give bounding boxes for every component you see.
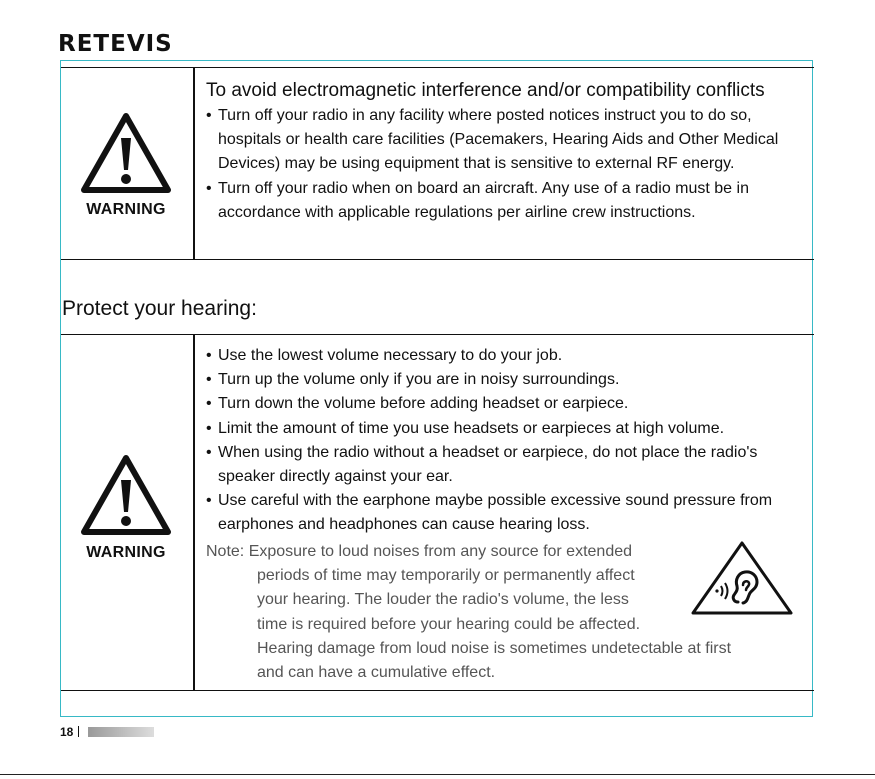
page-number: 18 [60, 725, 74, 739]
bottom-rule [0, 774, 875, 775]
warning-triangle-icon [78, 452, 174, 538]
note-line: Hearing damage from loud noise is sometimes undetectable at first [257, 639, 732, 657]
page-number-separator [78, 726, 79, 737]
list-item: • Use careful with the earphone maybe possible excessive sound pressure from earphones and headphones can cause hearing loss. [206, 489, 786, 537]
list-item: • Use the lowest volume necessary to do your job. [206, 344, 786, 368]
retevis-logo [58, 30, 188, 56]
list-item: • Turn down the volume before adding headset or earpiece. [206, 392, 786, 416]
list-item: • Turn off your radio when on board an aircraft. Any use of a radio must be in accordance with applicable regulations per airline crew instructions. [206, 177, 806, 225]
warning-label: WARNING [86, 201, 166, 218]
hearing-bullets [206, 344, 786, 538]
note-lead: Note: Exposure to loud noises from any source for extended [206, 543, 633, 560]
ear-sound-warning-icon [690, 540, 794, 616]
logo-text: RETEVIS [58, 31, 173, 56]
note-line: your hearing. The louder the radio's volume, the less [257, 591, 629, 609]
box2-divider [193, 334, 195, 691]
box1-divider [193, 67, 195, 260]
note-line: and can have a cumulative effect. [257, 664, 496, 682]
warning-label: WARNING [86, 544, 166, 561]
list-item: • Turn up the volume only if you are in noisy surroundings. [206, 368, 786, 392]
list-item: • Limit the amount of time you use headsets or earpieces at high volume. [206, 417, 786, 441]
page-decor-bar [88, 727, 154, 737]
interference-heading: To avoid electromagnetic interference and/or compatibility conflicts [206, 80, 765, 101]
list-item: • When using the radio without a headset or earpiece, do not place the radio's speaker directly against your ear. [206, 441, 786, 489]
warning-triangle-icon [78, 110, 174, 196]
interference-bullets [206, 104, 806, 225]
list-item: • Turn off your radio in any facility where posted notices instruct you to do so, hospitals or health care facilities (Pacemakers, Hearing Aids and Other Medical Devices) may be using equipment that is sensitive to external RF energy. [206, 104, 806, 177]
note-line: time is required before your hearing could be affected. [257, 615, 641, 633]
note-line: periods of time may temporarily or permanently affect [257, 567, 635, 585]
hearing-heading: Protect your hearing: [62, 297, 257, 320]
